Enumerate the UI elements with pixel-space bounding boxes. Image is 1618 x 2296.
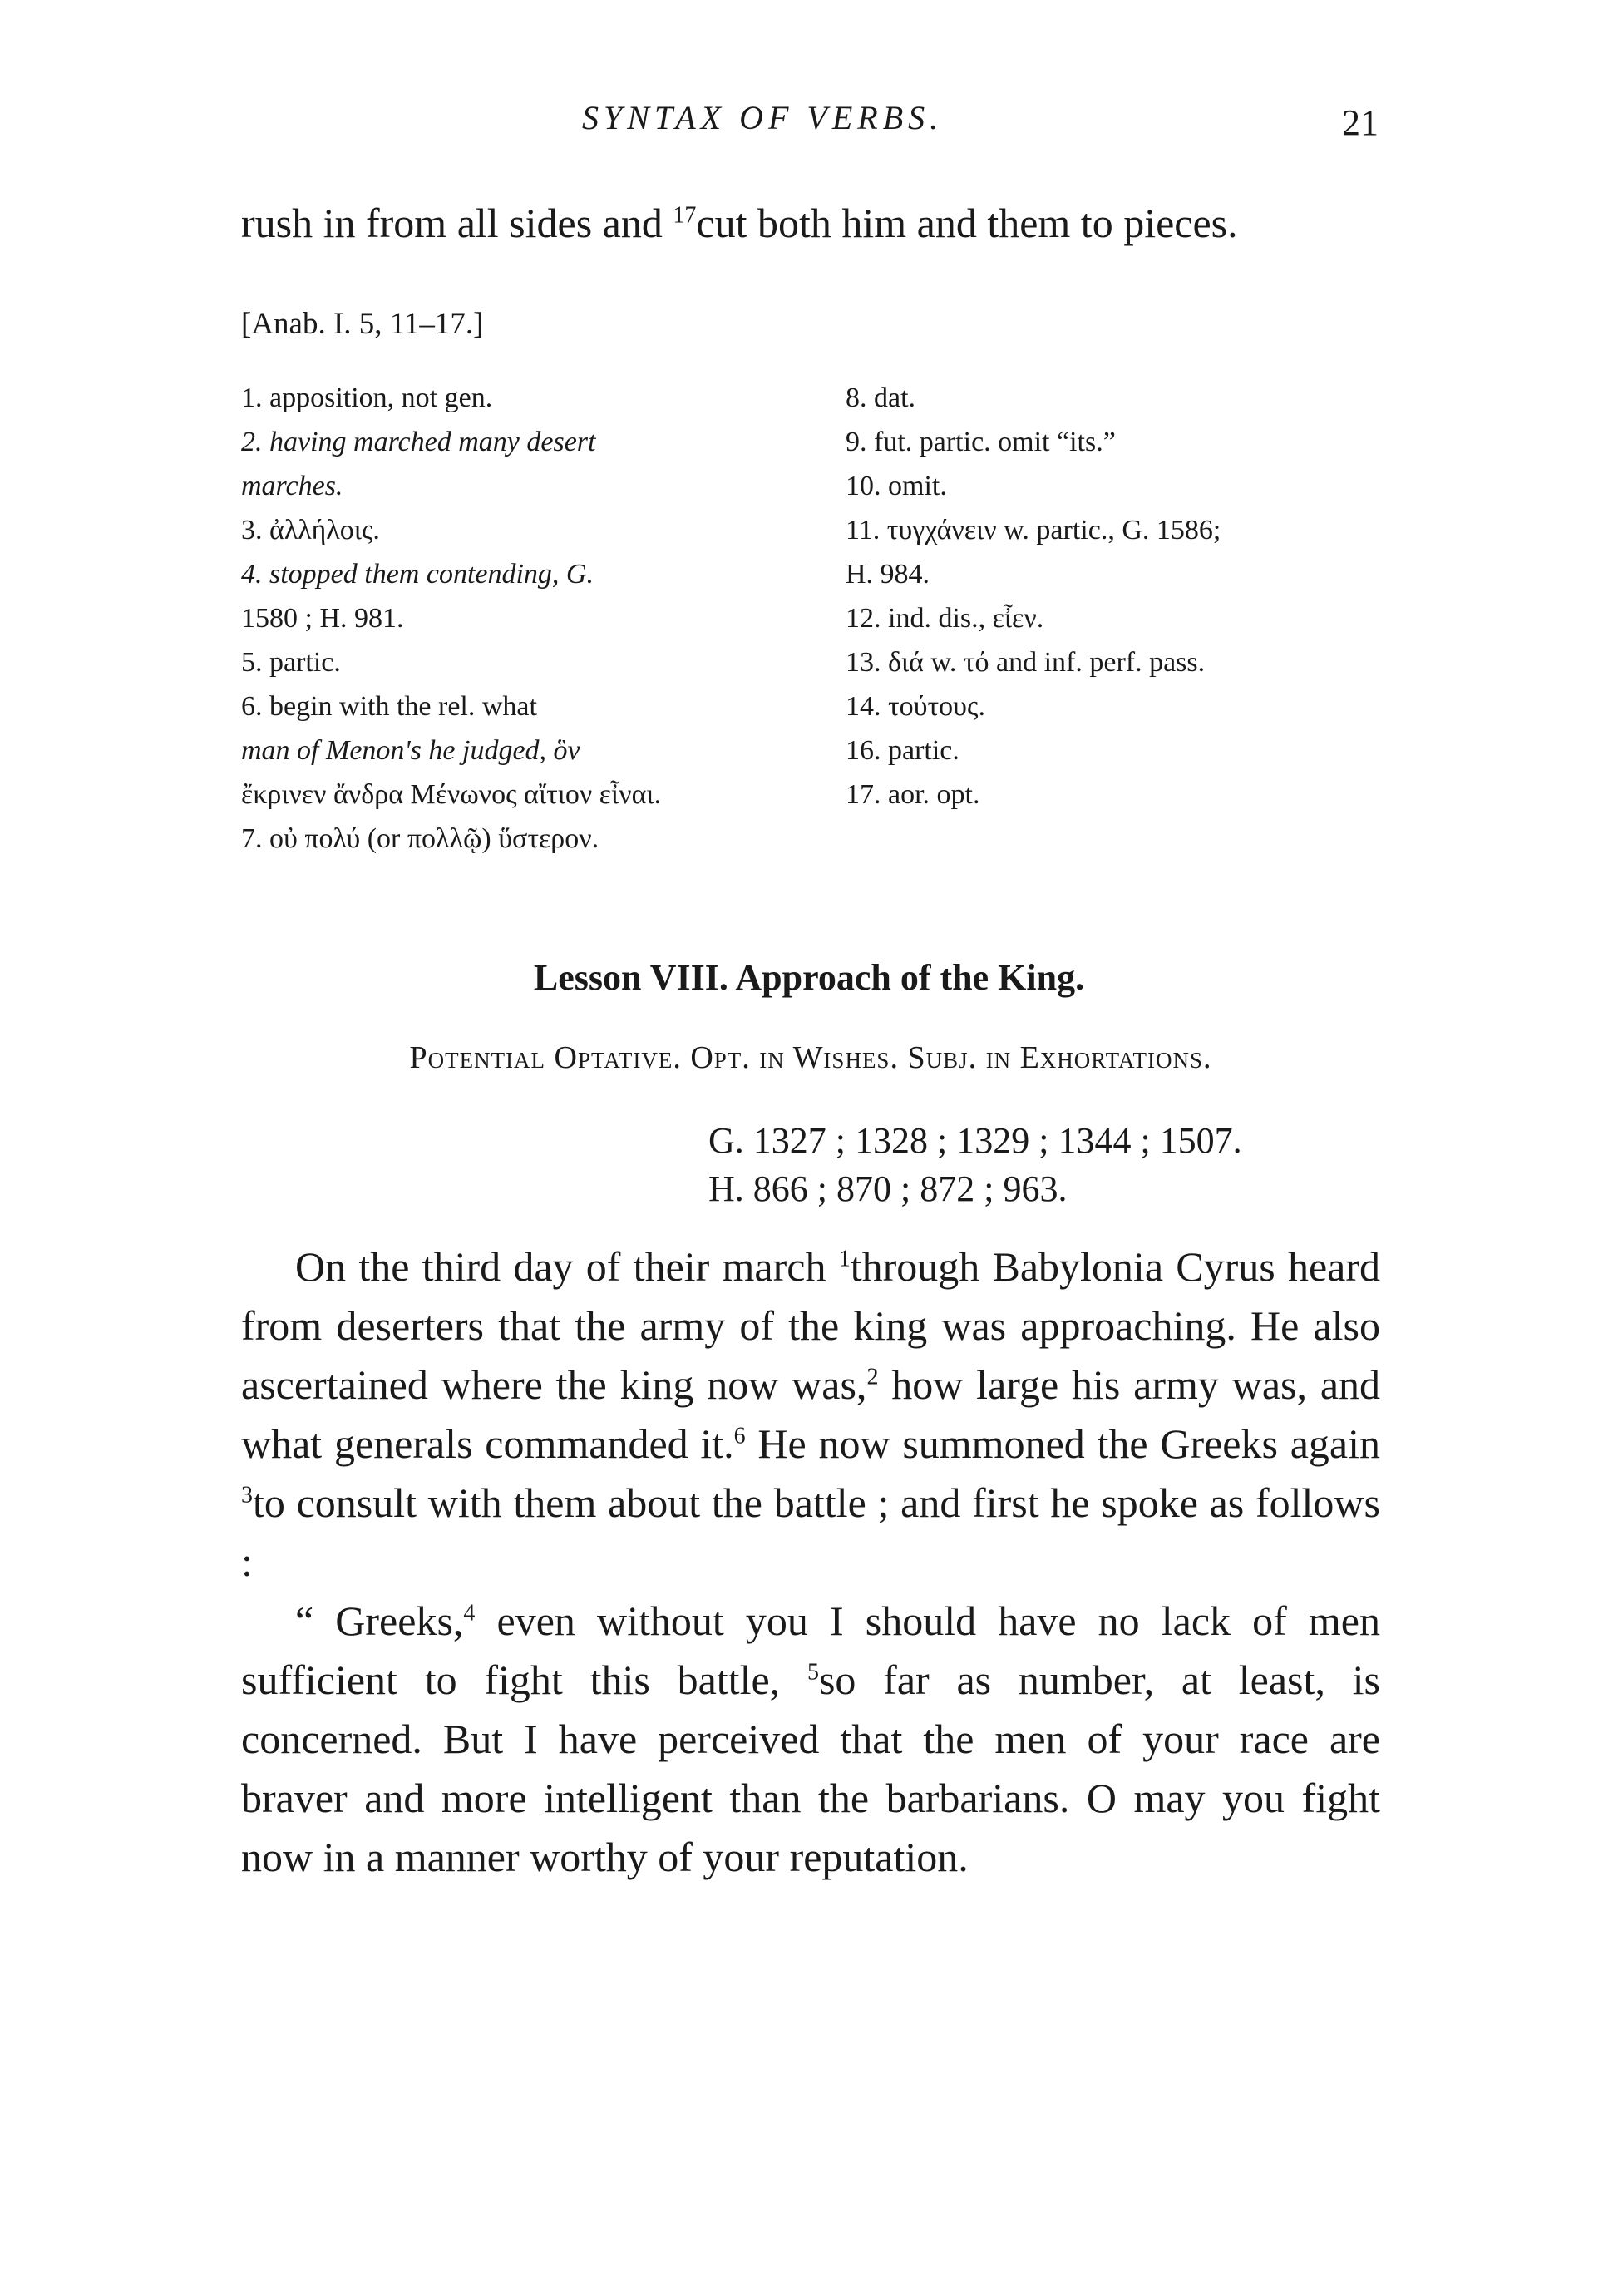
note-17: 17. aor. opt.: [846, 779, 980, 810]
p2-text-c: so far as number, at least, is concerned. But I have perceived that the men of your race are braver and more intelligent than the barbarians. O may you fight now in a manner worthy of your reputation.: [241, 1657, 1380, 1880]
notes-right-column: [846, 376, 1394, 817]
note-7: 7. οὐ πολύ (or πολλῷ) ὕστερον.: [241, 823, 599, 854]
exercise-paragraph-2: [241, 1592, 1380, 1887]
notes-left-column: [241, 376, 798, 861]
p1-text-a: On the third day of their march: [295, 1243, 839, 1290]
footnote-marker: 17: [673, 202, 697, 229]
footnote-marker: 5: [807, 1659, 819, 1686]
note-9: 9. fut. partic. omit “its.”: [846, 427, 1116, 457]
note-16: 16. partic.: [846, 735, 959, 766]
note-12: 12. ind. dis., εἶεν.: [846, 603, 1044, 634]
p2-text-a: “ Greeks,: [295, 1597, 464, 1644]
page-number: 21: [1342, 102, 1379, 143]
grammar-ref-h: H. 866 ; 870 ; 872 ; 963.: [708, 1168, 1068, 1209]
footnote-marker: 6: [733, 1423, 746, 1449]
p1-text-e: to consult with them about the battle ; and first he spoke as follows :: [241, 1479, 1380, 1585]
lesson-heading: Lesson VIII. Approach of the King.: [533, 957, 1085, 998]
p1-text-c: how large his army was, and what generals commanded it.: [241, 1361, 1381, 1467]
note-2-cont: marches.: [241, 471, 343, 501]
note-2: 2. having marched many desert: [241, 427, 596, 457]
footnote-marker: 2: [866, 1364, 879, 1390]
grammar-references: [708, 1117, 1242, 1213]
note-6-greek: ἔκρινεν ἄνδρα Μένωνος αἴτιον εἶναι.: [241, 779, 662, 810]
note-11-cont: H. 984.: [846, 559, 930, 590]
top-paragraph: [241, 193, 1380, 253]
footnote-marker: 1: [838, 1246, 851, 1272]
running-title: SYNTAX OF VERBS.: [582, 99, 944, 136]
note-13: 13. διά w. τό and inf. perf. pass.: [846, 647, 1206, 678]
note-6-cont: man of Menon's he judged, ὃν: [241, 735, 580, 766]
note-3: 3. ἀλλήλοις.: [241, 515, 380, 546]
top-paragraph-text-a: rush in from all sides and: [241, 200, 673, 246]
note-8: 8. dat.: [846, 383, 916, 413]
exercise-paragraph-1: [241, 1237, 1380, 1592]
note-5: 5. partic.: [241, 647, 341, 678]
p1-text-b: through Babylonia Cyrus heard from deserters that the army of the king was approaching. He also ascertained where the king now was,: [241, 1243, 1380, 1408]
top-paragraph-text-b: cut both him and them to pieces.: [696, 200, 1238, 246]
note-10: 10. omit.: [846, 471, 947, 501]
p2-text-b: even without you I should have no lack of men sufficient to fight this battle,: [241, 1597, 1380, 1703]
note-1: 1. apposition, not gen.: [241, 383, 493, 413]
footnote-marker: 4: [463, 1600, 476, 1627]
lesson-topics: Potential Optative. Opt. in Wishes. Subj. in Exhortations.: [409, 1040, 1212, 1075]
note-14: 14. τούτους.: [846, 691, 985, 722]
p1-text-d: He now summoned the Greeks again: [745, 1420, 1380, 1467]
grammar-ref-g: G. 1327 ; 1328 ; 1329 ; 1344 ; 1507.: [708, 1120, 1242, 1161]
footnote-marker: 3: [241, 1482, 253, 1508]
exercise-text: [241, 1237, 1380, 1887]
note-4-cont: 1580 ; H. 981.: [241, 603, 404, 634]
anabasis-reference: [Anab. I. 5, 11–17.]: [241, 307, 484, 341]
note-4: 4. stopped them contending, G.: [241, 559, 594, 590]
note-6: 6. begin with the rel. what: [241, 691, 537, 722]
note-11: 11. τυγχάνειν w. partic., G. 1586;: [846, 515, 1221, 546]
